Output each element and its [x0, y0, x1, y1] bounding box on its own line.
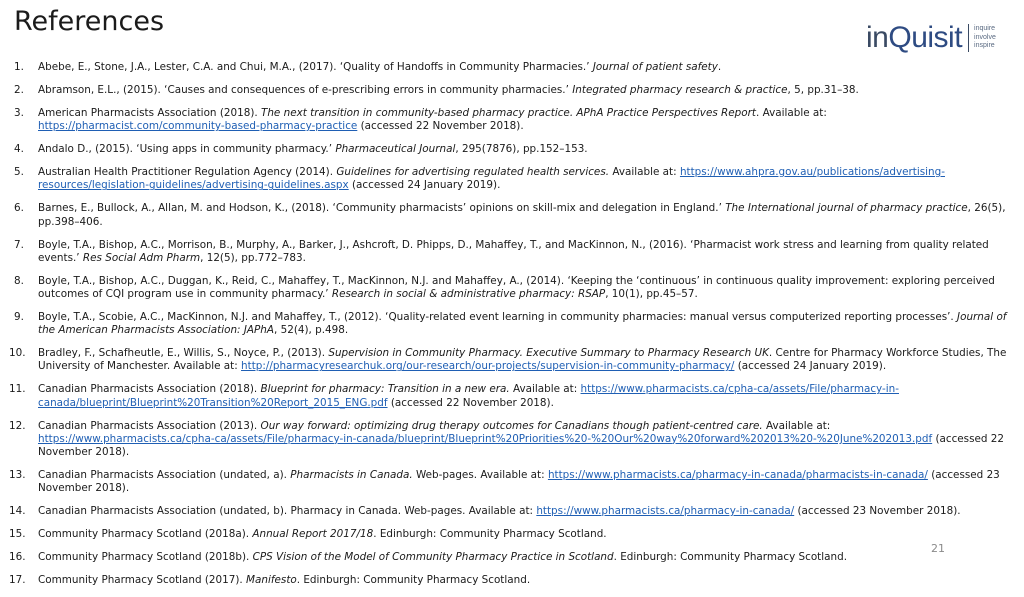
reference-source-title: Res Social Adm Pharm — [82, 251, 201, 264]
logo-word-quisit: Quisit — [888, 21, 963, 54]
reference-source-title: The International journal of pharmacy practice — [725, 202, 968, 215]
reference-text: (accessed 22 November 2018). — [38, 432, 1005, 459]
reference-source-title: CPS Vision of the Model of Community Pharmacy Practice in Scotland — [252, 551, 614, 564]
reference-text: Web-pages. Available at: — [412, 469, 548, 482]
reference-source-title: Pharmaceutical Journal — [335, 143, 456, 156]
reference-source-title: Journal of the American Pharmacists Association: JAPhA — [38, 311, 1007, 337]
reference-number: 5. — [14, 166, 24, 179]
reference-text: , 5, pp.31–38. — [787, 84, 859, 96]
logo-divider — [968, 24, 969, 52]
reference-source-title: The next transition in community-based pharmacy practice. APhA Practice Perspectives Report — [260, 107, 756, 119]
logo-tagline-line: inspire — [974, 42, 995, 50]
reference-item — [0, 528, 1010, 541]
reference-number: 9. — [14, 311, 24, 324]
logo-word-in: in — [866, 21, 889, 54]
reference-link[interactable]: https://www.pharmacists.ca/pharmacy-in-canada/pharmacists-in-canada/ — [547, 469, 928, 482]
reference-number: 12. — [9, 419, 26, 432]
reference-item — [0, 551, 1010, 564]
reference-text: , 26(5), pp.398–406. — [38, 202, 1006, 228]
reference-text: Boyle, T.A., Bishop, A.C., Duggan, K., Reid, C., Mahaffey, T., MacKinnon, N.J. and Mahaffey, A., (2014). ‘Keeping the ‘continuous’ in continuous quality improvement: exploring perceived outcomes of CQI program use in community pharmacy.’ — [38, 274, 995, 301]
reference-link[interactable]: http://pharmacyresearchuk.org/our-research/our-projects/supervision-in-community-pharmacy/ — [241, 360, 735, 373]
reference-item — [0, 574, 1010, 587]
reference-item — [0, 107, 1010, 133]
reference-text: . Available at: — [755, 107, 827, 119]
reference-item — [0, 84, 1010, 97]
reference-link[interactable]: https://pharmacist.com/community-based-pharmacy-practice — [38, 120, 358, 133]
reference-text: Community Pharmacy Scotland (2017). — [38, 574, 247, 587]
page-title: References — [14, 6, 165, 37]
reference-source-title: Our way forward: optimizing drug therapy outcomes for Canadians though patient-centred care. — [260, 419, 763, 432]
reference-text: . Edinburgh: Community Pharmacy Scotland. — [613, 551, 847, 564]
reference-text: (accessed 22 November 2018). — [387, 396, 554, 409]
reference-number: 15. — [9, 528, 26, 541]
reference-source-title: Supervision in Community Pharmacy. Executive Summary to Pharmacy Research UK — [328, 347, 769, 360]
reference-source-title: Blueprint for pharmacy: Transition in a new era. — [260, 383, 510, 396]
reference-item — [0, 347, 1010, 373]
reference-text: . Edinburgh: Community Pharmacy Scotland. — [373, 528, 607, 541]
reference-number: 1. — [14, 61, 24, 73]
reference-number: 8. — [14, 274, 24, 287]
page-number: 21 — [931, 542, 945, 555]
reference-text: (accessed 22 November 2018). — [357, 120, 524, 133]
reference-list — [0, 61, 1010, 597]
logo-tagline-line: inquire — [974, 25, 996, 33]
reference-item — [0, 275, 1010, 301]
reference-text: Bradley, F., Schafheutle, E., Willis, S., Noyce, P., (2013). — [38, 347, 329, 360]
reference-text: Abebe, E., Stone, J.A., Lester, C.A. and Chui, M.A., (2017). ‘Quality of Handoffs in Community Pharmacies.’ — [38, 61, 593, 73]
reference-text: . Centre for Pharmacy Workforce Studies, The University of Manchester. Available at: — [38, 347, 1007, 373]
logo-tagline-line: involve — [974, 33, 996, 41]
logo-wordmark — [866, 22, 962, 54]
reference-text: Boyle, T.A., Scobie, A.C., MacKinnon, N.J. and Mahaffey, T., (2012). ‘Quality-related event learning in community pharmacies: manual versus computerized reporting processes’. — [38, 311, 958, 324]
reference-source-title: Manifesto — [246, 574, 297, 587]
reference-number: 10. — [9, 347, 26, 360]
reference-source-title: Research in social & administrative pharmacy: RSAP — [331, 288, 606, 301]
reference-number: 4. — [14, 143, 24, 156]
reference-text: Community Pharmacy Scotland (2018b). — [38, 551, 253, 564]
reference-text: (accessed 23 November 2018). — [38, 469, 1000, 495]
reference-text: , 295(7876), pp.152–153. — [455, 143, 588, 156]
reference-number: 16. — [9, 551, 26, 564]
reference-source-title: Annual Report 2017/18 — [252, 528, 374, 541]
reference-item — [0, 239, 1010, 265]
reference-source-title: Journal of patient safety — [592, 61, 718, 73]
reference-text: Canadian Pharmacists Association (2013). — [38, 419, 261, 432]
reference-text: Available at: — [509, 383, 581, 396]
reference-text: Community Pharmacy Scotland (2018a). — [38, 528, 253, 541]
logo-tagline — [974, 25, 996, 51]
reference-text: Boyle, T.A., Bishop, A.C., Morrison, B., Murphy, A., Barker, J., Ashcroft, D. Phipps, D., Mahaffey, T., and MacKinnon, N., (2016). ‘Pharmacist work stress and learning from quality related events.’ — [38, 238, 989, 264]
reference-text: Australian Health Practitioner Regulation Agency (2014). — [38, 166, 337, 179]
reference-number: 2. — [14, 84, 24, 96]
reference-text: Canadian Pharmacists Association (2018). — [38, 383, 261, 396]
reference-text: American Pharmacists Association (2018). — [38, 107, 261, 119]
reference-link[interactable]: https://www.pharmacists.ca/pharmacy-in-canada/ — [536, 505, 795, 518]
reference-text: Available at: — [609, 166, 680, 179]
reference-item — [0, 420, 1010, 460]
reference-number: 14. — [9, 505, 26, 518]
reference-text: Canadian Pharmacists Association (undated, b). Pharmacy in Canada. Web-pages. Available at: — [38, 505, 537, 518]
reference-number: 7. — [14, 238, 24, 251]
reference-item — [0, 202, 1010, 228]
reference-number: 6. — [14, 202, 24, 215]
reference-text: Available at: — [762, 419, 831, 432]
reference-source-title: Integrated pharmacy research & practice — [572, 84, 788, 96]
reference-link[interactable]: https://www.pharmacists.ca/cpha-ca/assets/File/pharmacy-in-canada/blueprint/Blueprint%20Transition%20Report_2015_ENG.pdf — [38, 383, 899, 409]
reference-number: 11. — [9, 383, 26, 396]
reference-text: Barnes, E., Bullock, A., Allan, M. and Hodson, K., (2018). ‘Community pharmacists’ opinions on skill-mix and delegation in England.’ — [38, 202, 726, 215]
reference-text: (accessed 23 November 2018). — [794, 505, 961, 518]
reference-link[interactable]: https://www.ahpra.gov.au/publications/advertising-resources/legislation-guidelines/advertising-guidelines.aspx — [38, 166, 945, 192]
reference-item — [0, 383, 1010, 409]
inquisit-logo — [866, 22, 996, 54]
reference-item — [0, 143, 1010, 156]
reference-text: , 10(1), pp.45–57. — [605, 288, 698, 301]
reference-source-title: Guidelines for advertising regulated health services. — [336, 166, 610, 179]
reference-text: Abramson, E.L., (2015). ‘Causes and consequences of e-prescribing errors in community pharmacies.’ — [38, 84, 573, 96]
reference-text: Canadian Pharmacists Association (undated, a). — [38, 469, 291, 482]
reference-item — [0, 311, 1010, 337]
reference-source-title: Pharmacists in Canada. — [290, 469, 413, 482]
reference-number: 17. — [9, 574, 26, 587]
reference-text: (accessed 24 January 2019). — [734, 360, 887, 373]
reference-text: . — [717, 61, 722, 73]
reference-item — [0, 469, 1010, 495]
reference-number: 13. — [9, 469, 26, 482]
reference-item — [0, 61, 1010, 74]
reference-text: Andalo D., (2015). ‘Using apps in community pharmacy.’ — [38, 143, 336, 156]
reference-item — [0, 505, 1010, 518]
reference-text: (accessed 24 January 2019). — [348, 179, 501, 192]
reference-item — [0, 166, 1010, 192]
reference-text: . Edinburgh: Community Pharmacy Scotland. — [296, 574, 531, 587]
reference-number: 3. — [14, 107, 24, 119]
reference-text: , 12(5), pp.772–783. — [200, 251, 306, 264]
reference-text: , 52(4), p.498. — [274, 324, 349, 337]
reference-link[interactable]: https://www.pharmacists.ca/cpha-ca/assets/File/pharmacy-in-canada/blueprint/Blueprint%20Priorities%20-%20Our%20way%20forward%202013%20-%20June%202013.pdf — [38, 432, 933, 445]
